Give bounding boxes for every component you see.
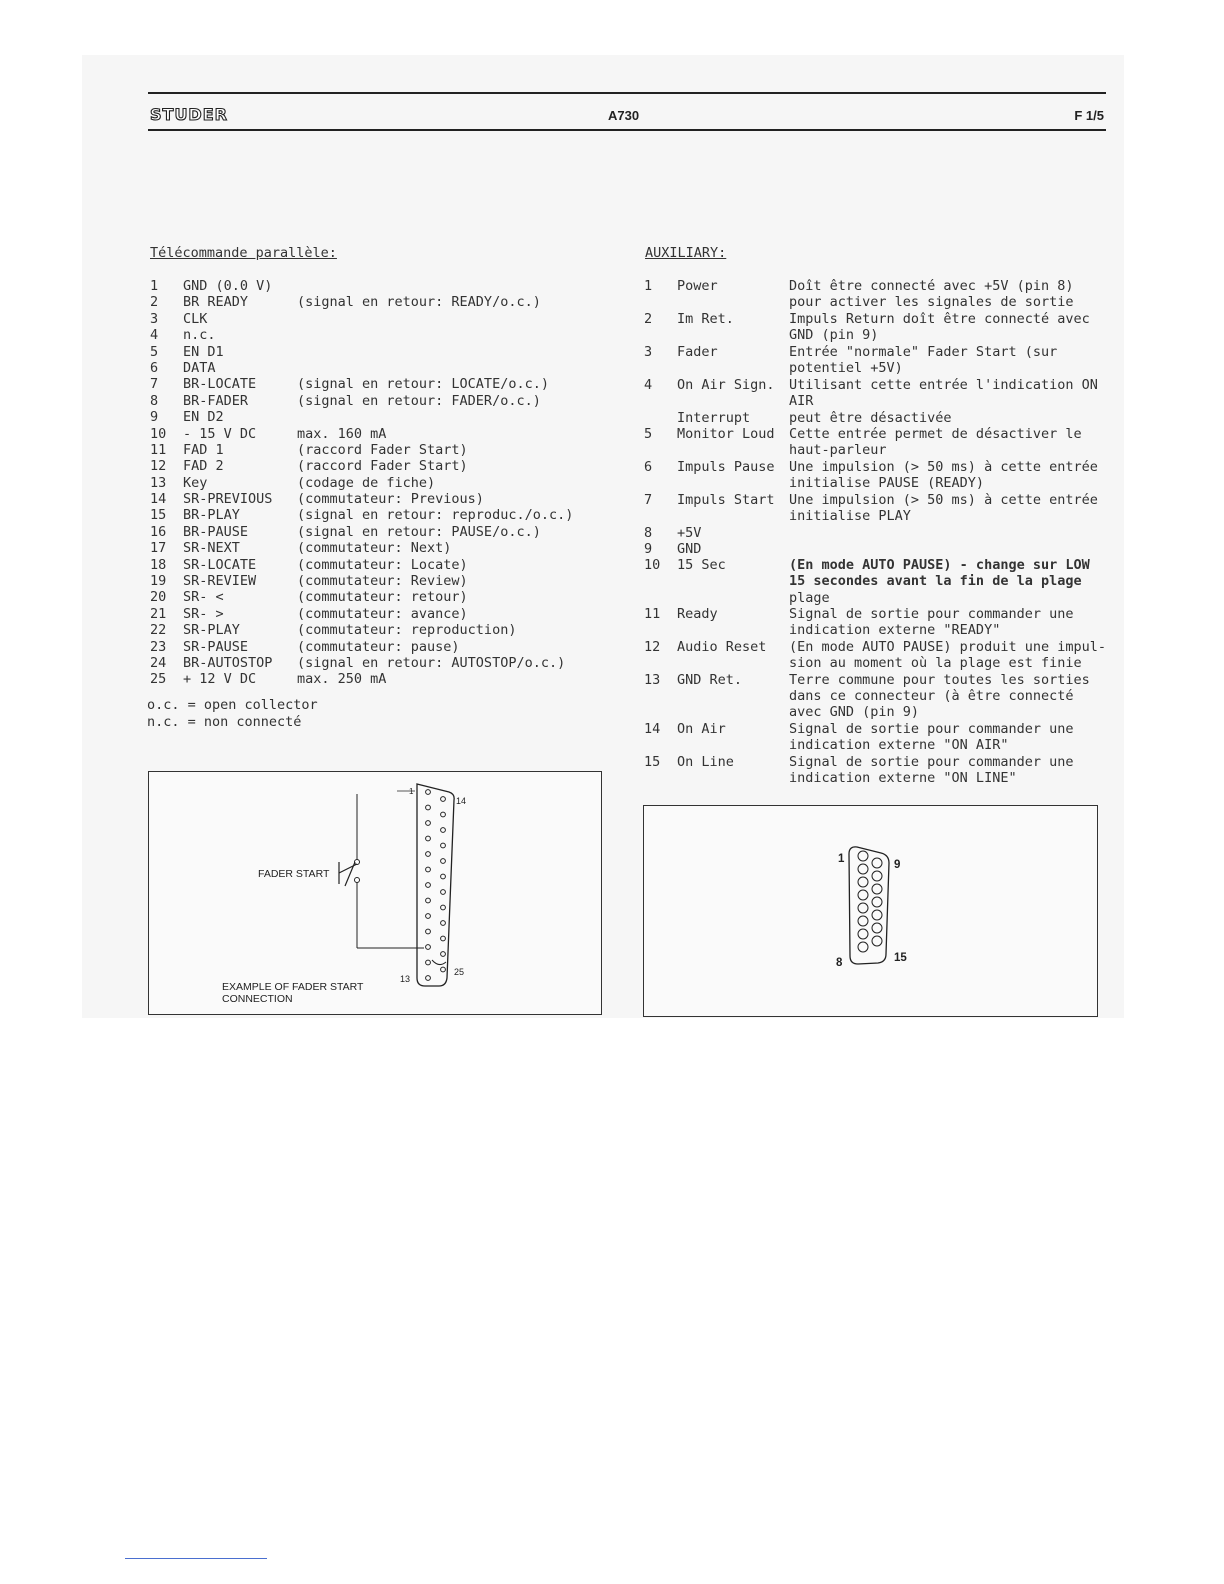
pin-number: 23 <box>150 638 167 655</box>
connector-pin <box>426 960 431 965</box>
pin-row <box>150 524 590 540</box>
pin-number: 19 <box>150 573 167 590</box>
pin-signal: GND (0.0 V) <box>183 278 273 294</box>
pin-row <box>150 278 590 294</box>
aux-pin-description: peut être désactivée <box>789 410 952 426</box>
aux-pin-description <box>789 541 1106 557</box>
aux-pin-description: Utilisant cette entrée l'indication ON AIR <box>789 377 1098 409</box>
pin-description: (commutateur: reproduction) <box>297 622 517 639</box>
fader-start-label: FADER START <box>258 868 330 880</box>
pin-signal: SR- > <box>183 605 224 622</box>
aux-pin-row <box>644 377 1106 409</box>
aux-pin-description: Signal de sortie pour commander une indication externe "READY" <box>789 606 1074 638</box>
aux-pin-signal: On Air <box>677 721 726 737</box>
pin-description: max. 250 mA <box>297 671 387 688</box>
header-rule-top <box>148 92 1106 94</box>
pin-signal: SR- < <box>183 589 224 606</box>
aux-pin-number: 9 <box>644 541 653 557</box>
pin-number: 9 <box>150 409 159 426</box>
aux-pin-number: 1 <box>644 278 653 294</box>
connector-pin <box>426 898 431 903</box>
pin-signal: n.c. <box>183 327 216 344</box>
pin-description: (raccord Fader Start) <box>297 441 468 458</box>
pin-number: 13 <box>150 474 167 491</box>
pin-number: 1 <box>150 278 159 294</box>
pin-signal: BR READY <box>183 294 249 311</box>
note-oc: o.c. = open collector <box>147 697 318 713</box>
pin-number: 25 <box>150 671 167 688</box>
pin-signal: SR-NEXT <box>183 540 240 557</box>
aux-pin-number: 12 <box>644 639 661 655</box>
pin-description: (commutateur: retour) <box>297 589 468 606</box>
pin-signal: - 15 V DC <box>183 425 257 442</box>
pin-signal: CLK <box>183 310 208 327</box>
pin-description: (signal en retour: READY/o.c.) <box>297 294 541 311</box>
note-nc: n.c. = non connecté <box>147 714 302 730</box>
pin-signal: BR-PAUSE <box>183 523 249 540</box>
pin-row <box>150 409 590 425</box>
pin-row <box>150 606 590 622</box>
pin-number: 6 <box>150 359 159 376</box>
aux-pin-row <box>644 541 1106 557</box>
aux-pin-signal: Audio Reset <box>677 639 767 655</box>
pin-number: 10 <box>150 425 167 442</box>
abbreviation-notes <box>147 697 318 731</box>
aux-pin-number: 4 <box>644 377 653 393</box>
aux-pin-description: Signal de sortie pour commander une indication externe "ON AIR" <box>789 721 1074 753</box>
pin-number: 18 <box>150 556 167 573</box>
studer-logo: STUDER <box>150 105 228 124</box>
connector-pin <box>426 805 431 810</box>
pin-number: 14 <box>150 491 167 508</box>
pin-signal: FAD 1 <box>183 441 224 458</box>
aux-pin-signal: GND <box>677 541 702 557</box>
aux-pin-row <box>644 525 1106 541</box>
page-header <box>148 106 1106 126</box>
pin-description: (signal en retour: reproduc./o.c.) <box>297 507 574 524</box>
aux-pin-description: (En mode AUTO PAUSE) produit une impul- sion au moment où la plage est finie <box>789 639 1106 671</box>
connector-pin <box>441 890 446 895</box>
connector-pin <box>426 821 431 826</box>
aux-pin-description: Une impulsion (> 50 ms) à cette entrée initialise PAUSE (READY) <box>789 459 1098 491</box>
aux-pin-row <box>644 672 1106 720</box>
aux-connector-pin <box>872 858 882 868</box>
pin-signal: BR-LOCATE <box>183 376 257 393</box>
pin-row <box>150 442 590 458</box>
pin-row <box>150 622 590 638</box>
pin-row <box>150 540 590 556</box>
pin-label-25: 25 <box>454 967 465 977</box>
pin-row <box>150 589 590 605</box>
aux-pin-number: 7 <box>644 492 653 508</box>
aux-pin-row <box>644 606 1106 638</box>
connector-pin <box>441 936 446 941</box>
aux-pin-signal: +5V <box>677 525 702 541</box>
pin-row <box>150 475 590 491</box>
aux-pin-description <box>789 525 1106 541</box>
aux-connector-pin <box>858 877 868 887</box>
aux-connector-pin <box>858 864 868 874</box>
aux-pin-number: 11 <box>644 606 661 622</box>
pin-row <box>150 393 590 409</box>
aux-pin-number: 6 <box>644 459 653 475</box>
aux-connector-pin <box>858 903 868 913</box>
pin-description: (signal en retour: PAUSE/o.c.) <box>297 523 541 540</box>
aux-pin-number: 2 <box>644 311 653 327</box>
pin-number: 7 <box>150 376 159 393</box>
aux-pin-row <box>644 278 1106 310</box>
pin-signal: Key <box>183 474 208 491</box>
aux-pin-row <box>644 459 1106 491</box>
pin-row <box>150 458 590 474</box>
connector-pin <box>426 790 431 795</box>
aux-pin-description: Entrée "normale" Fader Start (sur potentiel +5V) <box>789 344 1058 376</box>
aux-pin-row <box>644 639 1106 671</box>
aux-pin-number: 14 <box>644 721 661 737</box>
pin-row <box>150 426 590 442</box>
connector-pin <box>441 921 446 926</box>
connector-pin <box>441 828 446 833</box>
pin-description: (signal en retour: FADER/o.c.) <box>297 392 541 409</box>
pin-description: (commutateur: Review) <box>297 573 468 590</box>
pin-number: 22 <box>150 622 167 639</box>
aux-pin-row <box>644 721 1106 753</box>
aux-pin-description: (En mode AUTO PAUSE) - change sur LOW 15 secondes avant la fin de la plage <box>789 557 1090 589</box>
pin-row <box>150 294 590 310</box>
connector-pin <box>426 836 431 841</box>
aux-pin-signal: Fader <box>677 344 718 360</box>
aux-connector-pin <box>858 929 868 939</box>
pin-number: 4 <box>150 327 159 344</box>
aux-pin-number: 10 <box>644 557 661 573</box>
auxiliary-title: AUXILIARY: <box>645 245 727 261</box>
pin-signal: SR-PREVIOUS <box>183 491 273 508</box>
pin-number: 3 <box>150 310 159 327</box>
pin-number: 12 <box>150 458 167 475</box>
aux-pin-label-8: 8 <box>836 957 843 969</box>
connector-pin <box>441 967 446 972</box>
connector-pin <box>441 905 446 910</box>
pin-number: 11 <box>150 441 167 458</box>
aux-pin-row <box>644 426 1106 458</box>
aux-pin-signal: Ready <box>677 606 718 622</box>
aux-connector-pin <box>872 897 882 907</box>
pin-description: (commutateur: Locate) <box>297 556 468 573</box>
aux-pin-signal: Power <box>677 278 718 294</box>
footer-rule <box>125 1558 267 1559</box>
aux-pin-row <box>644 410 1106 426</box>
connector-pin <box>441 859 446 864</box>
aux-pin-label-1: 1 <box>838 853 845 865</box>
aux-pin-signal: GND Ret. <box>677 672 743 688</box>
pin-signal: BR-FADER <box>183 392 249 409</box>
connector-pin <box>441 952 446 957</box>
connector-pin <box>426 852 431 857</box>
pin-description: (signal en retour: AUTOSTOP/o.c.) <box>297 654 566 671</box>
figure-caption-line2: CONNECTION <box>222 993 293 1005</box>
pin-number: 2 <box>150 294 159 311</box>
pin-signal: FAD 2 <box>183 458 224 475</box>
aux-pin-label-15: 15 <box>894 952 907 964</box>
aux-pin-number: 8 <box>644 525 653 541</box>
aux-pin-row <box>644 590 1106 606</box>
pin-number: 5 <box>150 343 159 360</box>
pin-signal: EN D1 <box>183 343 224 360</box>
pin-description: max. 160 mA <box>297 425 387 442</box>
aux-pin-signal: 15 Sec <box>677 557 726 573</box>
connector-pin <box>426 976 431 981</box>
aux-pin-signal: On Air Sign. <box>677 377 775 393</box>
pin-signal: SR-LOCATE <box>183 556 257 573</box>
aux-pin-number: 13 <box>644 672 661 688</box>
aux-pin-label-9: 9 <box>894 859 901 871</box>
aux-pin-description: Cette entrée permet de désactiver le haut-parleur <box>789 426 1082 458</box>
aux-pin-signal: On Line <box>677 754 734 770</box>
pin-description: (commutateur: Next) <box>297 540 452 557</box>
pin-description: (raccord Fader Start) <box>297 458 468 475</box>
pin-number: 21 <box>150 605 167 622</box>
pin-row <box>150 360 590 376</box>
connector-pin <box>441 874 446 879</box>
connector-pin <box>426 914 431 919</box>
aux-pin-description: Terre commune pour toutes les sorties dans ce connecteur (à être connecté avec GND (pin 9) <box>789 672 1090 720</box>
pin-row <box>150 573 590 589</box>
connector-pin <box>426 883 431 888</box>
aux-connector-pin <box>858 890 868 900</box>
aux-pin-description: plage <box>789 590 830 606</box>
connector-pin <box>441 797 446 802</box>
aux-pin-description: Doît être connecté avec +5V (pin 8) pour activer les signales de sortie <box>789 278 1074 310</box>
aux-pin-signal: Impuls Start <box>677 492 775 508</box>
pin-description: (commutateur: avance) <box>297 605 468 622</box>
pin-description: (signal en retour: LOCATE/o.c.) <box>297 376 549 393</box>
pin-row <box>150 671 590 687</box>
pin-number: 16 <box>150 523 167 540</box>
pin-description: (commutateur: Previous) <box>297 491 484 508</box>
pin-label-13: 13 <box>400 974 411 984</box>
pin-signal: BR-AUTOSTOP <box>183 654 273 671</box>
db25-connector-diagram <box>149 772 601 1014</box>
pin-row <box>150 655 590 671</box>
aux-connector-pin <box>872 871 882 881</box>
pin-signal: SR-PLAY <box>183 622 240 639</box>
aux-pin-row <box>644 311 1106 343</box>
page-number: F 1/5 <box>1074 108 1104 123</box>
pin-row <box>150 311 590 327</box>
aux-pin-signal: Monitor Loud <box>677 426 775 442</box>
connector-pin <box>426 945 431 950</box>
pin-signal: SR-PAUSE <box>183 638 249 655</box>
aux-pin-number: 15 <box>644 754 661 770</box>
pin-row <box>150 507 590 523</box>
pin-row <box>150 491 590 507</box>
aux-connector-pin <box>872 923 882 933</box>
pin-row <box>150 639 590 655</box>
pin-label-14: 14 <box>456 796 467 806</box>
pin-description: (commutateur: pause) <box>297 638 460 655</box>
parallel-pin-table <box>150 278 590 688</box>
pin-number: 20 <box>150 589 167 606</box>
pin-signal: SR-REVIEW <box>183 573 257 590</box>
connector-pin <box>441 843 446 848</box>
aux-connector-pin <box>872 884 882 894</box>
aux-connector-pin <box>858 851 868 861</box>
pin-signal: BR-PLAY <box>183 507 240 524</box>
aux-connector-pin <box>872 910 882 920</box>
pin-number: 15 <box>150 507 167 524</box>
parallel-remote-title: Télécommande parallèle: <box>150 245 337 261</box>
aux-connector-pin <box>858 916 868 926</box>
aux-pin-signal: Im Ret. <box>677 311 734 327</box>
pin-number: 8 <box>150 392 159 409</box>
pin-row <box>150 344 590 360</box>
pin-signal: DATA <box>183 359 216 376</box>
pin-signal: EN D2 <box>183 409 224 426</box>
connector-pin <box>426 867 431 872</box>
pin-label-1: 1 <box>409 787 414 796</box>
header-rule-bottom <box>148 129 1106 131</box>
aux-connector-pin <box>858 942 868 952</box>
pin-description: (codage de fiche) <box>297 474 436 491</box>
aux-pin-row <box>644 557 1106 589</box>
connector-pin <box>426 929 431 934</box>
aux-pin-number: 5 <box>644 426 653 442</box>
aux-pin-row <box>644 492 1106 524</box>
aux-pin-signal: Impuls Pause <box>677 459 775 475</box>
connector-pin <box>441 812 446 817</box>
pin-row <box>150 376 590 392</box>
aux-connector-pin <box>872 936 882 946</box>
auxiliary-connector-figure <box>643 805 1098 1017</box>
aux-pin-description: Une impulsion (> 50 ms) à cette entrée initialise PLAY <box>789 492 1098 524</box>
figure-caption-line1: EXAMPLE OF FADER START <box>222 981 364 993</box>
db15-connector-diagram <box>644 806 1097 1016</box>
aux-pin-row <box>644 754 1106 786</box>
model-number: A730 <box>608 108 640 123</box>
fader-start-figure <box>148 771 602 1015</box>
aux-pin-number: 3 <box>644 344 653 360</box>
pin-number: 17 <box>150 540 167 557</box>
aux-pin-description: Impuls Return doît être connecté avec GND (pin 9) <box>789 311 1090 343</box>
aux-pin-row <box>644 344 1106 376</box>
aux-pin-signal: Interrupt <box>677 410 751 426</box>
pin-row <box>150 327 590 343</box>
pin-signal: + 12 V DC <box>183 671 257 688</box>
auxiliary-pin-table <box>644 278 1106 787</box>
pin-number: 24 <box>150 654 167 671</box>
aux-pin-description: Signal de sortie pour commander une indication externe "ON LINE" <box>789 754 1074 786</box>
pin-row <box>150 557 590 573</box>
